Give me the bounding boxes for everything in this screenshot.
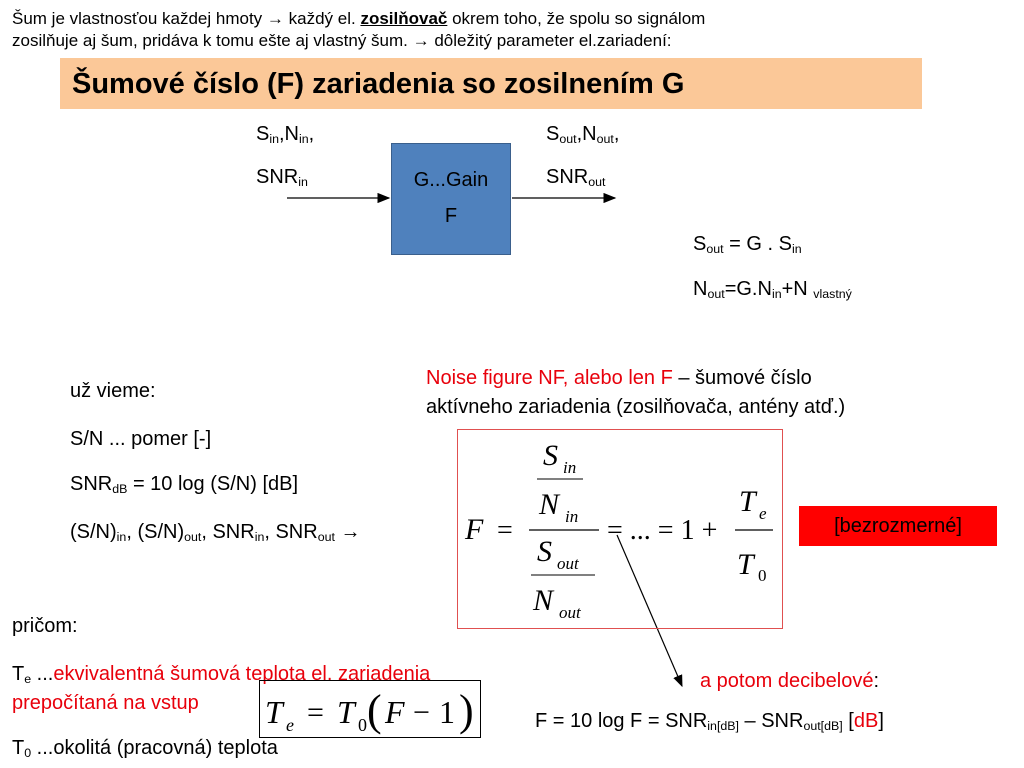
noise-figure-formula xyxy=(457,429,783,629)
te-t0: T xyxy=(337,694,355,730)
te-equals: = xyxy=(307,696,324,729)
eq-sub: in xyxy=(771,287,782,302)
eq-part: N xyxy=(693,278,708,300)
noise-figure-term: Noise figure NF, alebo len F xyxy=(426,367,673,389)
formula-n: N xyxy=(533,584,554,617)
text-part: = 10 log (S/N) [dB] xyxy=(127,473,299,495)
formula-t: T xyxy=(739,485,756,518)
formula-zero-sub: 0 xyxy=(758,566,767,585)
label-part: S xyxy=(546,123,560,145)
text-part: ...okolitá (pracovná) teplota xyxy=(31,737,278,759)
db-unit: dB xyxy=(853,710,879,732)
label-part: SNR xyxy=(256,166,299,188)
label-part: SNR xyxy=(546,166,589,188)
te-t: T xyxy=(265,694,283,730)
text-part: SNR xyxy=(70,473,113,495)
text-part: , SNR xyxy=(264,521,318,543)
intro-text-part: dôležitý parameter el.zariadení: xyxy=(429,31,672,50)
nout-equation xyxy=(693,278,852,301)
eq-part: =G.N xyxy=(724,278,772,300)
decibel-equation xyxy=(535,710,884,733)
text-part: ] xyxy=(878,710,884,732)
label-sub: out xyxy=(588,175,606,190)
te-one: 1 xyxy=(439,694,455,730)
text-part: T xyxy=(12,737,25,759)
sn-ratio-line: S/N ... pomer [-] xyxy=(70,428,212,450)
label-part: S xyxy=(256,123,270,145)
text-part: (S/N) xyxy=(70,521,117,543)
snr-db-line xyxy=(70,473,298,496)
noise-figure-definition xyxy=(426,364,845,422)
text-sub: 0 xyxy=(24,746,32,761)
text-sub: out xyxy=(317,530,335,545)
label-sub: out xyxy=(596,132,614,147)
amplifier-gain-label: G...Gain xyxy=(413,169,489,191)
known-heading: už vieme: xyxy=(70,380,156,402)
arrow-right-icon: → xyxy=(334,521,361,543)
slide-title: Šumové číslo (F) zariadenia so zosilnením G xyxy=(72,68,685,100)
formula-dots: = ... = 1 + xyxy=(607,515,718,546)
formula-n: N xyxy=(539,488,560,521)
text-part: [ xyxy=(842,710,854,732)
text-part: F = 10 log F = SNR xyxy=(535,710,708,732)
te-left-paren: ( xyxy=(367,686,382,735)
text-part: – SNR xyxy=(738,710,804,732)
te-zero-sub: 0 xyxy=(358,715,367,735)
eq-part: = G . S xyxy=(723,233,792,255)
noise-figure-line-1 xyxy=(426,364,845,393)
eq-sub: in xyxy=(791,242,802,257)
decibel-heading xyxy=(700,670,879,693)
text-sub: e xyxy=(24,672,32,687)
formula-out-sub: out xyxy=(557,554,579,573)
text-part: : xyxy=(873,670,880,692)
label-part: ,N xyxy=(576,123,597,145)
formula-equals: = xyxy=(497,515,513,546)
label-part: , xyxy=(308,123,315,145)
formula-in-sub: in xyxy=(563,458,577,477)
intro-bold-term: zosilňovač xyxy=(360,9,448,28)
label-sub: in xyxy=(269,132,279,147)
formula-t: T xyxy=(737,548,754,581)
arrow-right-icon: → xyxy=(412,31,430,50)
decibel-red-text: a potom decibelové xyxy=(700,670,874,692)
te-red-text: ekvivalentná šumová teplota el. zariadenia xyxy=(53,663,431,685)
amplifier-f-label: F xyxy=(444,205,458,227)
text-part: ... xyxy=(31,663,54,685)
intro-text-part: Šum je vlastnosťou každej hmoty xyxy=(12,9,267,28)
formula-s: S xyxy=(537,535,552,568)
eq-part: S xyxy=(693,233,707,255)
arrow-right-icon: → xyxy=(266,9,284,28)
text-sub: in xyxy=(116,530,127,545)
eq-sub: vlastný xyxy=(813,287,852,302)
text-sub: dB xyxy=(112,482,128,497)
text-part: T xyxy=(12,663,25,685)
t0-definition xyxy=(12,737,278,760)
text-sub: in[dB] xyxy=(707,719,739,734)
te-f: F xyxy=(385,694,405,730)
intro-text-part: každý el. xyxy=(283,9,361,28)
pricom-label: pričom: xyxy=(12,615,78,637)
noise-figure-text: – šumové číslo xyxy=(672,367,812,389)
label-part: , xyxy=(613,123,620,145)
te-minus: − xyxy=(413,696,430,729)
text-sub: in xyxy=(254,530,265,545)
sn-in-out-line xyxy=(70,521,360,544)
intro-text-part: okrem toho, že spolu so signálom xyxy=(447,9,706,28)
eq-sub: out xyxy=(707,287,725,302)
text-sub: out[dB] xyxy=(803,719,843,734)
eq-part: +N xyxy=(781,278,814,300)
label-part: ,N xyxy=(279,123,299,145)
label-sub: in xyxy=(299,132,309,147)
amplifier-block xyxy=(391,143,511,255)
te-definition-line-2: prepočítaná na vstup xyxy=(12,692,199,714)
noise-figure-line-2: aktívneho zariadenia (zosilňovača, antény atď.) xyxy=(426,396,846,418)
formula-out-sub: out xyxy=(559,603,581,622)
text-part: , (S/N) xyxy=(126,521,185,543)
text-sub: out xyxy=(184,530,202,545)
dimensionless-badge: [bezrozmerné] xyxy=(799,506,997,546)
label-sub: in xyxy=(298,175,308,190)
te-right-paren: ) xyxy=(459,686,474,735)
formula-s: S xyxy=(543,439,558,472)
formula-in-sub: in xyxy=(565,507,579,526)
sout-equation xyxy=(693,233,802,256)
intro-text-part: zosilňuje aj šum, pridáva k tomu ešte aj vlastný šum. xyxy=(12,31,413,50)
text-part: , SNR xyxy=(201,521,255,543)
eq-sub: out xyxy=(706,242,724,257)
te-formula xyxy=(259,680,481,738)
formula-f: F xyxy=(465,513,484,546)
te-e-sub: e xyxy=(286,715,294,735)
label-sub: out xyxy=(559,132,577,147)
formula-e-sub: e xyxy=(759,504,767,523)
